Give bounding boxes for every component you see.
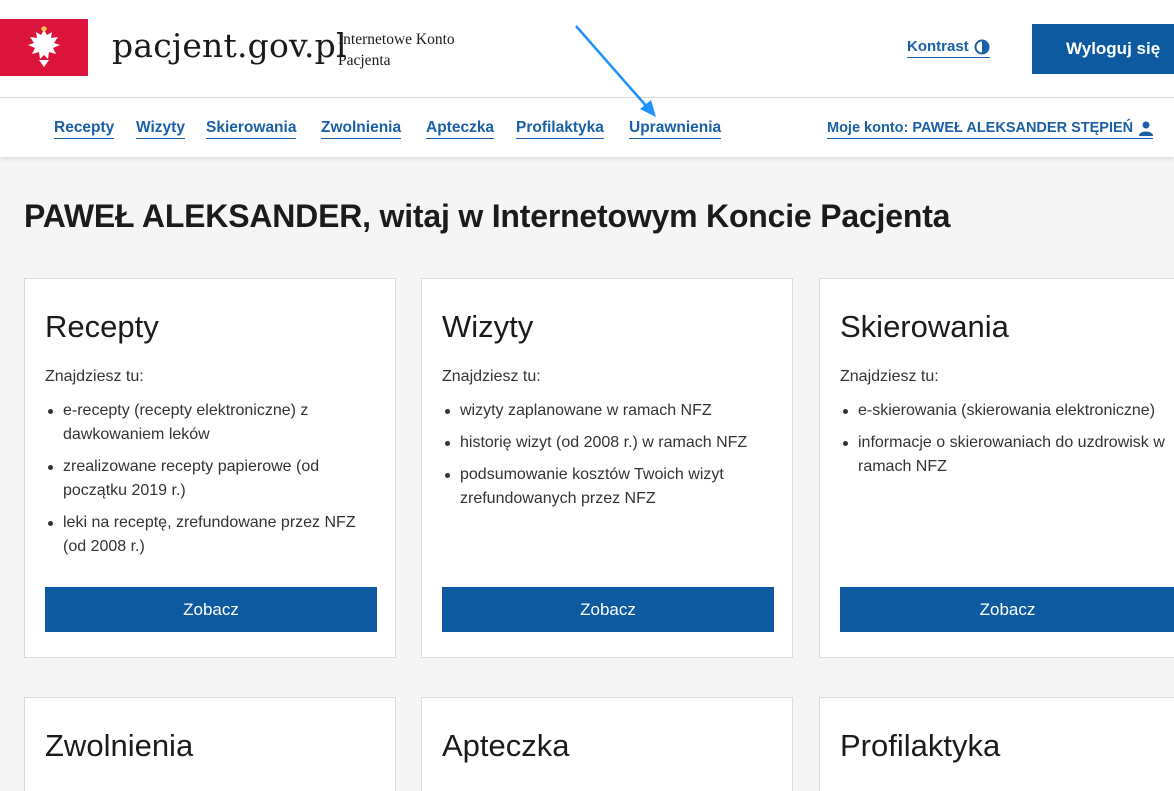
site-name[interactable]: pacjent.gov.pl — [112, 26, 347, 65]
card-title: Wizyty — [442, 309, 534, 344]
user-icon — [1139, 121, 1153, 136]
see-button[interactable]: Zobacz — [442, 587, 774, 632]
eagle-emblem-logo[interactable] — [0, 19, 88, 76]
card-list — [840, 399, 1174, 487]
nav-item-uprawnienia[interactable]: Uprawnienia — [629, 119, 721, 139]
contrast-label: Kontrast — [907, 38, 969, 55]
my-account-link[interactable] — [827, 119, 1153, 139]
card-wizyty — [421, 278, 793, 658]
site-subtitle: Internetowe Konto Pacjenta — [338, 31, 455, 69]
logout-button[interactable]: Wyloguj się — [1032, 24, 1174, 74]
list-item: podsumowanie kosztów Twoich wizyt zrefundowanych przez NFZ — [442, 463, 772, 511]
card-title: Recepty — [45, 309, 159, 344]
contrast-icon — [974, 39, 990, 55]
account-label: Moje konto: PAWEŁ ALEKSANDER STĘPIEŃ — [827, 120, 1134, 136]
nav-item-skierowania[interactable]: Skierowania — [206, 119, 296, 139]
top-header — [0, 0, 1174, 98]
card-list — [442, 399, 772, 519]
page-title: PAWEŁ ALEKSANDER, witaj w Internetowym Koncie Pacjenta — [24, 198, 951, 234]
card-title: Apteczka — [442, 728, 570, 763]
card-intro: Znajdziesz tu: — [45, 368, 144, 385]
card-title: Zwolnienia — [45, 728, 194, 763]
card-title: Skierowania — [840, 309, 1009, 344]
card-list — [45, 399, 375, 567]
card-intro: Znajdziesz tu: — [442, 368, 541, 385]
list-item: e-skierowania (skierowania elektroniczne) — [840, 399, 1174, 423]
list-item: wizyty zaplanowane w ramach NFZ — [442, 399, 772, 423]
list-item: e-recepty (recepty elektroniczne) z dawkowaniem leków — [45, 399, 375, 447]
list-item: leki na receptę, zrefundowane przez NFZ (od 2008 r.) — [45, 511, 375, 559]
card-profilaktyka — [819, 697, 1174, 791]
nav-item-profilaktyka[interactable]: Profilaktyka — [516, 119, 604, 139]
card-recepty — [24, 278, 396, 658]
nav-item-zwolnienia[interactable]: Zwolnienia — [321, 119, 401, 139]
see-button[interactable]: Zobacz — [840, 587, 1174, 632]
main-nav — [0, 98, 1174, 157]
list-item: informacje o skierowaniach do uzdrowisk w ramach NFZ — [840, 431, 1174, 479]
nav-item-recepty[interactable]: Recepty — [54, 119, 114, 139]
card-apteczka — [421, 697, 793, 791]
list-item: zrealizowane recepty papierowe (od początku 2019 r.) — [45, 455, 375, 503]
card-title: Profilaktyka — [840, 728, 1001, 763]
contrast-toggle[interactable] — [907, 38, 990, 58]
card-intro: Znajdziesz tu: — [840, 368, 939, 385]
card-skierowania — [819, 278, 1174, 658]
list-item: historię wizyt (od 2008 r.) w ramach NFZ — [442, 431, 772, 455]
nav-item-apteczka[interactable]: Apteczka — [426, 119, 494, 139]
nav-item-wizyty[interactable]: Wizyty — [136, 119, 185, 139]
see-button[interactable]: Zobacz — [45, 587, 377, 632]
card-zwolnienia — [24, 697, 396, 791]
